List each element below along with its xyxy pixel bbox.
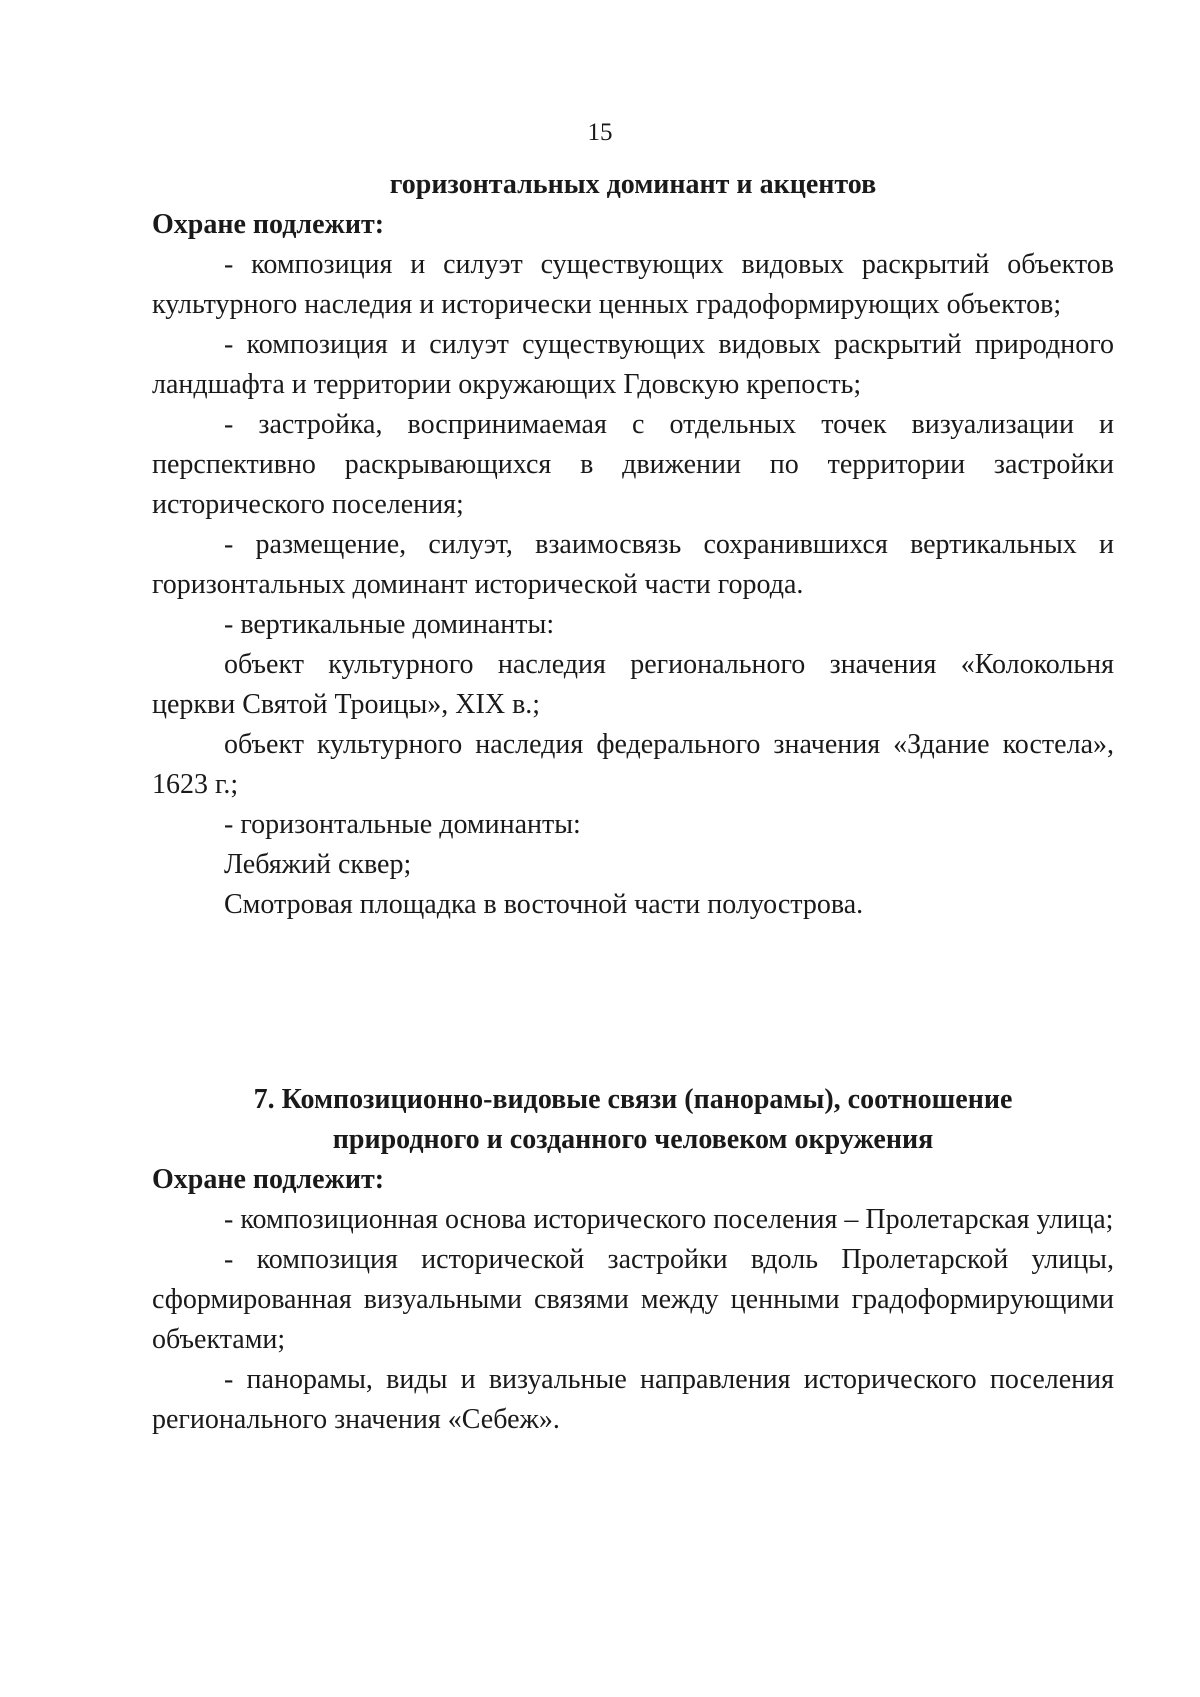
protection-label: Охране подлежит: [152,209,385,240]
vertical-dominant-item: объект культурного наследия федерального значения «Здание костела», 1623 г.; [152,729,1114,800]
section-7-heading-line1: 7. Композиционно-видовые связи (панорамы), соотношение [253,1084,1013,1115]
vertical-dominants-label: - вертикальные доминанты: [224,609,555,640]
section-continued [152,165,1114,925]
section-7-heading-line2: природного и созданного человеком окружения [332,1124,934,1155]
vertical-dominant-item: объект культурного наследия регионального значения «Колокольня церкви Святой Троицы», XIX в.; [152,649,1114,720]
list-item: - композиция и силуэт существующих видовых раскрытий природного ландшафта и территории окружающих Гдовскую крепость; [152,329,1114,400]
list-item: - композиция и силуэт существующих видовых раскрытий объектов культурного наследия и исторически ценных градоформирующих объектов; [152,249,1114,320]
horizontal-dominant-item: Смотровая площадка в восточной части полуострова. [224,889,864,920]
list-item: - застройка, воспринимаемая с отдельных точек визуализации и перспективно раскрывающихся в движении по территории застройки исторического поселения; [152,409,1114,520]
list-item: - панорамы, виды и визуальные направления исторического поселения регионального значения «Себеж». [152,1364,1114,1435]
page-number: 15 [587,119,613,146]
horizontal-dominant-item: Лебяжий сквер; [224,849,412,880]
list-item: - размещение, силуэт, взаимосвязь сохранившихся вертикальных и горизонтальных доминант исторической части города. [152,529,1114,600]
horizontal-dominants-label: - горизонтальные доминанты: [224,809,581,840]
list-item: - композиционная основа исторического поселения – Пролетарская улица; [224,1204,1114,1235]
section-7 [152,1080,1114,1440]
section-heading-continued: горизонтальных доминант и акцентов [389,169,877,200]
protection-label: Охране подлежит: [152,1164,385,1195]
list-item: - композиция исторической застройки вдоль Пролетарской улицы, сформированная визуальными связями между ценными градоформирующими объектами; [152,1244,1114,1355]
